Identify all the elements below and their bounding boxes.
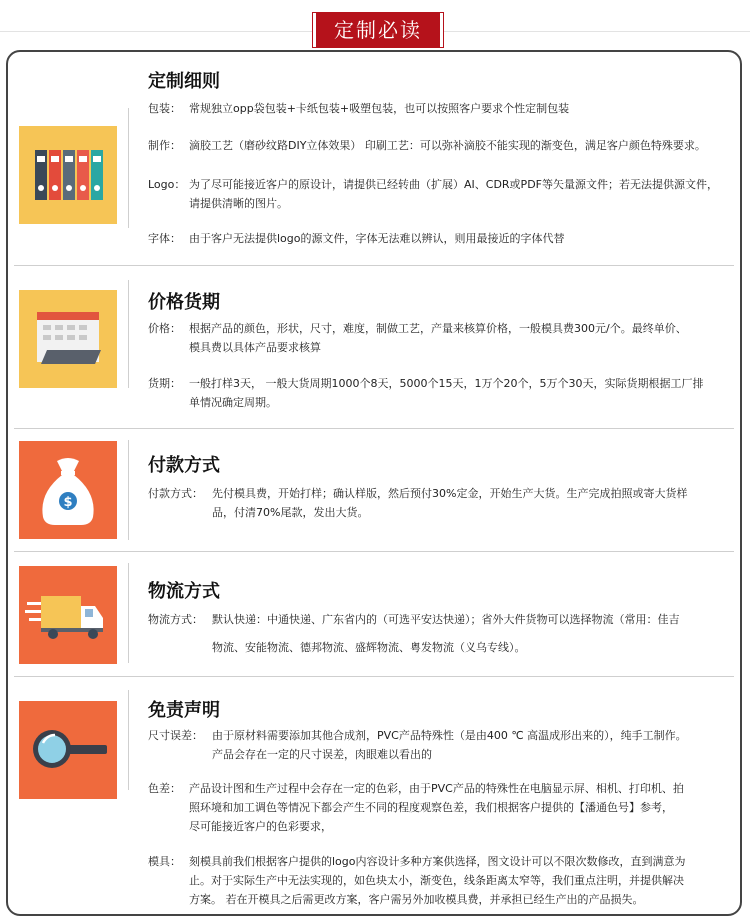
row-text: 刻模具前我们根据客户提供的logo内容设计多种方案供选择，图文设计可以不限次数修改，直到满意为 (189, 855, 686, 868)
row-label: 付款方式： (148, 487, 203, 500)
row-text: 品，付清70%尾款，发出大货。 (212, 506, 369, 519)
row-label: Logo： (148, 178, 186, 191)
row-text: 方案。 若在开模具之后需更改方案，客户需另外加收模具费，并承担已经生产出的产品损失。 (189, 893, 644, 906)
row-label: 色差： (148, 782, 181, 795)
section-divider (14, 676, 734, 677)
section-title-custom-details: 定制细则 (148, 71, 220, 92)
section-title-price-delivery: 价格货期 (148, 292, 220, 313)
row-label: 制作： (148, 139, 181, 152)
row-text: 尽可能接近客户的色彩要求， (189, 820, 332, 833)
section-title-disclaimer: 免责声明 (148, 700, 220, 721)
section-title-payment: 付款方式 (148, 455, 220, 476)
section-divider (14, 265, 734, 266)
row-label: 模具： (148, 855, 181, 868)
svg-text:$: $ (63, 495, 73, 510)
row-text: 一般打样3天， 一般大货周期1000个8天，5000个15天，1万个20个，5万个30天，实际货期根据工厂排 (189, 377, 704, 390)
page-title: 定制必读 (313, 13, 443, 47)
row-text: 模具费以具体产品要求核算 (189, 341, 321, 354)
icon-divider (128, 108, 129, 228)
money-bag-icon (19, 441, 117, 539)
section-divider (14, 428, 734, 429)
row-label: 价格： (148, 322, 181, 335)
row-text: 单情况确定周期。 (189, 396, 277, 409)
icon-divider (128, 280, 129, 388)
binders-icon (19, 126, 117, 224)
calendar-icon (19, 290, 117, 388)
row-text: 产品会存在一定的尺寸误差，肉眼难以看出的 (212, 748, 432, 761)
row-text: 由于原材料需要添加其他合成剂，PVC产品特殊性（是由400 ℃ 高温成形出来的），纯手工制作。 (212, 729, 687, 742)
row-label: 尺寸误差： (148, 729, 203, 742)
row-text: 默认快递：中通快递、广东省内的（可选平安达快递）；省外大件货物可以选择物流（常用：佳吉 (212, 613, 680, 626)
row-text: 由于客户无法提供logo的源文件，字体无法难以辨认，则用最接近的字体代替 (189, 232, 565, 245)
row-text: 请提供清晰的图片。 (189, 197, 288, 210)
delivery-truck-icon (19, 566, 117, 664)
section-divider (14, 551, 734, 552)
row-text: 产品设计图和生产过程中会存在一定的色彩，由于PVC产品的特殊性在电脑显示屏、相机、打印机、拍 (189, 782, 684, 795)
row-text: 根据产品的颜色，形状，尺寸，难度，制做工艺，产量来核算价格，一般模具费300元/个。最终单价、 (189, 322, 687, 335)
row-label: 物流方式： (148, 613, 203, 626)
row-label: 包装： (148, 102, 181, 115)
section-title-logistics: 物流方式 (148, 581, 220, 602)
row-label: 字体： (148, 232, 181, 245)
magnifier-icon (19, 701, 117, 799)
row-text: 为了尽可能接近客户的原设计，请提供已经转曲（扩展）AI、CDR或PDF等矢量源文件；若无法提供源文件， (189, 178, 718, 191)
icon-divider (128, 690, 129, 790)
row-text: 常规独立opp袋包装+卡纸包装+吸塑包装，也可以按照客户要求个性定制包装 (189, 102, 570, 115)
row-text: 物流、安能物流、德邦物流、盛辉物流、粤发物流（义乌专线）。 (212, 641, 526, 654)
icon-divider (128, 563, 129, 663)
row-text: 照环境和加工调色等情况下都会产生不同的程度观察色差，我们根据客户提供的【潘通色号】参考， (189, 801, 673, 814)
row-text: 滴胶工艺（磨砂纹路DIY立体效果） 印刷工艺：可以弥补滴胶不能实现的渐变色，满足客户颜色特殊要求。 (189, 139, 706, 152)
row-label: 货期： (148, 377, 181, 390)
row-text: 先付模具费，开始打样；确认样版，然后预付30%定金，开始生产大货。生产完成拍照或寄大货样 (212, 487, 688, 500)
icon-divider (128, 440, 129, 540)
row-text: 止。对于实际生产中无法实现的，如色块太小，渐变色，线条距离太窄等，我们重点注明，并提供解决 (189, 874, 684, 887)
